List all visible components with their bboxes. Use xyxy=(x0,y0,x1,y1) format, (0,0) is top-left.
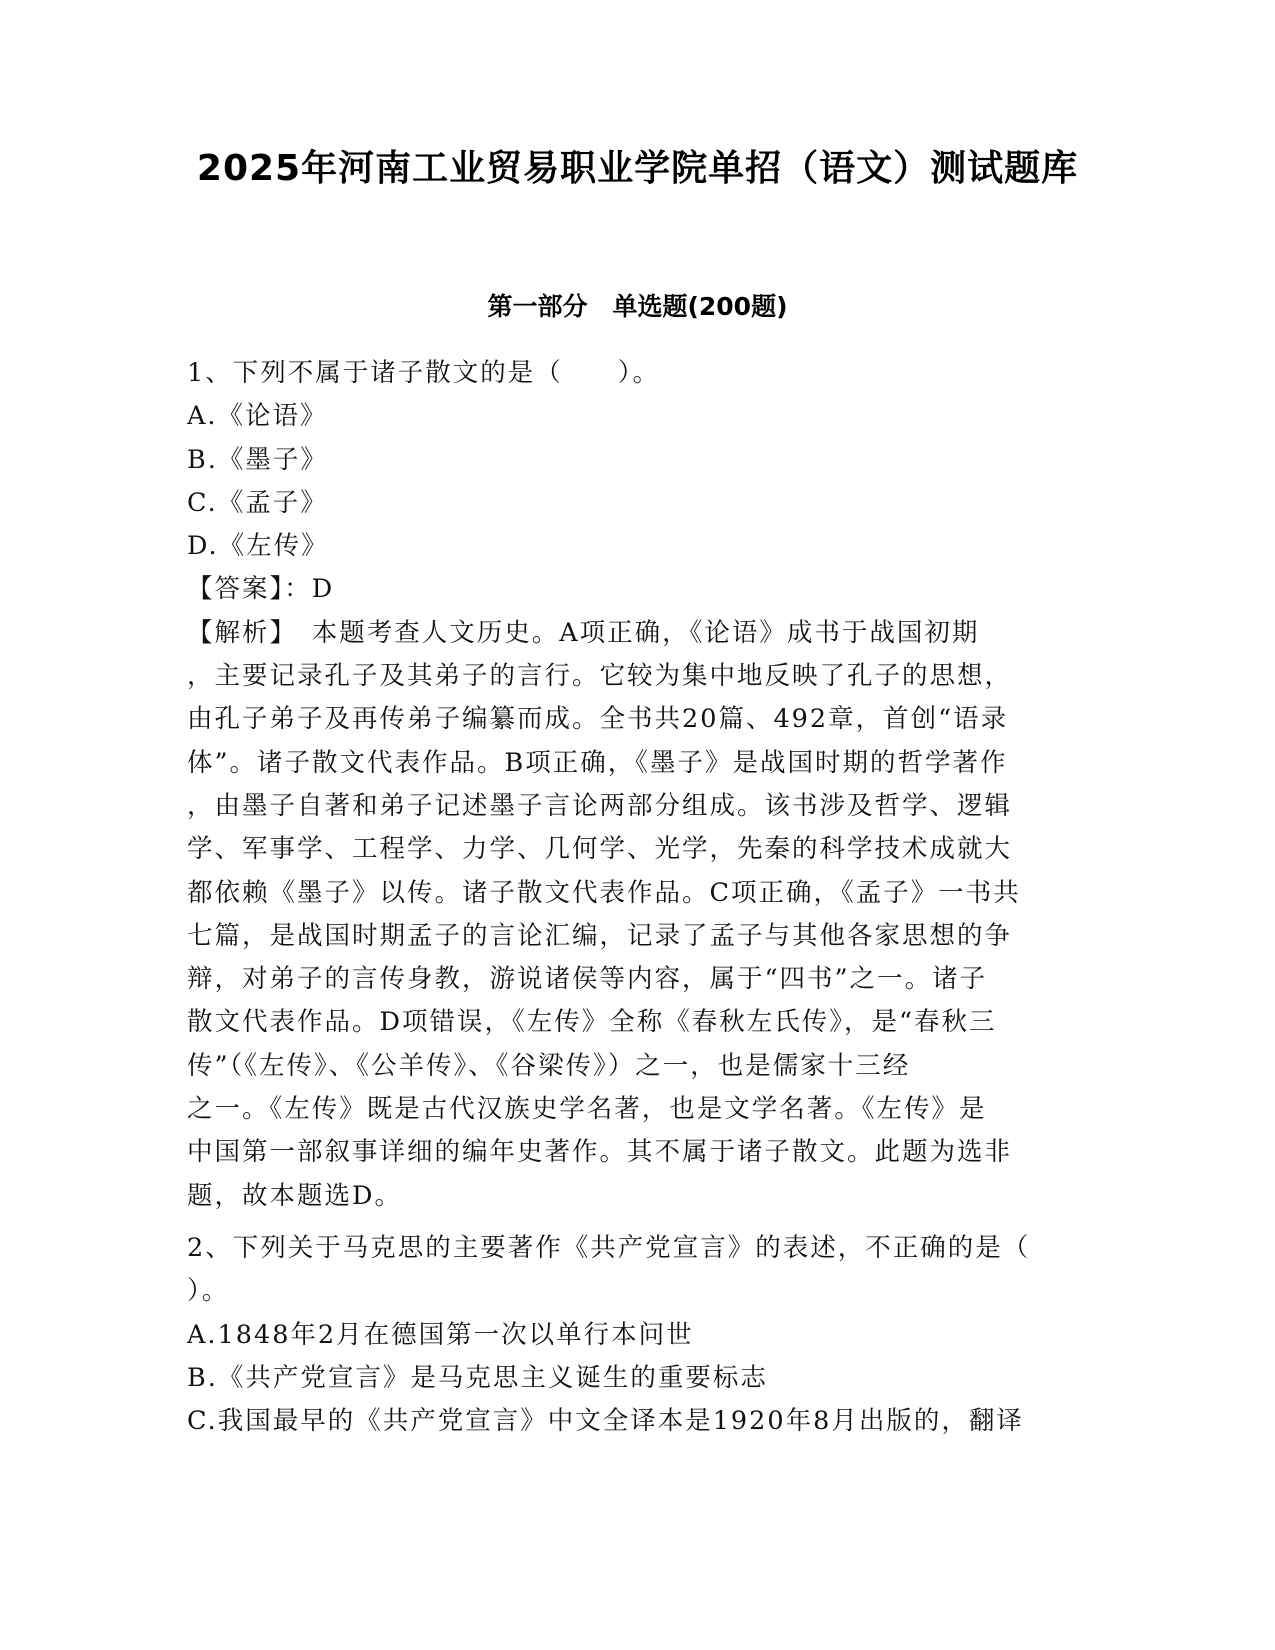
option-b: B.《共产党宣言》是马克思主义诞生的重要标志 xyxy=(187,1362,768,1393)
analysis-line: 中国第一部叙事详细的编年史著作。其不属于诸子散文。此题为选非 xyxy=(187,1137,1013,1168)
analysis-line: 都依赖《墨子》以传。诸子散文代表作品。C项正确，《孟子》一书共 xyxy=(187,877,1021,908)
analysis-line: 辩，对弟子的言传身教，游说诸侯等内容，属于“四书”之一。诸子 xyxy=(187,964,988,995)
analysis-line: 散文代表作品。D项错误，《左传》全称《春秋左氏传》，是“春秋三 xyxy=(187,1007,997,1038)
analysis-block xyxy=(187,612,1087,1218)
analysis-line: 体”。诸子散文代表作品。B项正确，《墨子》是战国时期的哲学著作 xyxy=(187,747,1008,778)
analysis-line: 题，故本题选D。 xyxy=(187,1180,402,1211)
option-c: C.《孟子》 xyxy=(187,487,328,518)
question-list xyxy=(187,352,1087,1443)
analysis-line: 【解析】 本题考查人文历史。A项正确，《论语》成书于战国初期 xyxy=(187,617,980,648)
analysis-line: ，主要记录孔子及其弟子的言行。它较为集中地反映了孔子的思想， xyxy=(187,661,1013,692)
analysis-line: 之一。《左传》既是古代汉族史学名著，也是文学名著。《左传》是 xyxy=(187,1094,987,1125)
option-c: C.我国最早的《共产党宣言》中文全译本是1920年8月出版的，翻译 xyxy=(187,1406,1024,1437)
option-a: A.1848年2月在德国第一次以单行本问世 xyxy=(187,1319,694,1350)
question-1 xyxy=(187,352,1087,1218)
option-a: A.《论语》 xyxy=(187,401,328,432)
option-d: D.《左传》 xyxy=(187,531,329,562)
section-heading: 第一部分 单选题(200题) xyxy=(487,292,788,321)
analysis-line: 七篇，是战国时期孟子的言论汇编，记录了孟子与其他各家思想的争 xyxy=(187,920,1013,951)
analysis-line: ，由墨子自著和弟子记述墨子言论两部分组成。该书涉及哲学、逻辑 xyxy=(187,790,1013,821)
question-stem: 1、下列不属于诸子散文的是（ ）。 xyxy=(187,358,660,388)
question-stem: 2、下列关于马克思的主要著作《共产党宣言》的表述，不正确的是（ xyxy=(187,1232,1031,1263)
question-2 xyxy=(187,1227,1087,1443)
analysis-line: 学、军事学、工程学、力学、几何学、光学，先秦的科学技术成就大 xyxy=(187,834,1013,865)
answer-line: 【答案】：D xyxy=(187,574,335,605)
document-title: 2025年河南工业贸易职业学院单招（语文）测试题库 xyxy=(196,148,1079,189)
option-b: B.《墨子》 xyxy=(187,444,328,475)
analysis-line: 传”（《左传》、《公羊传》、《谷梁传》）之一，也是儒家十三经 xyxy=(187,1050,911,1081)
question-stem: ）。 xyxy=(187,1276,230,1307)
analysis-line: 由孔子弟子及再传弟子编纂而成。全书共20篇、492章，首创“语录 xyxy=(187,704,1009,735)
